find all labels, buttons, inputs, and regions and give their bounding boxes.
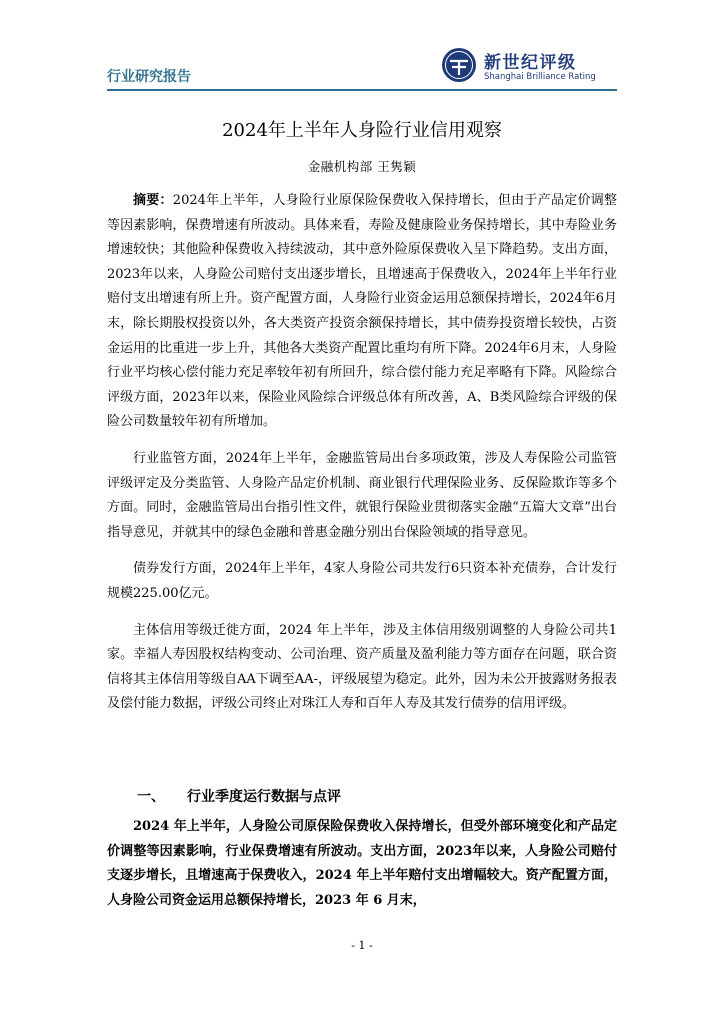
logo-icon — [441, 47, 477, 83]
header-label: 行业研究报告 — [107, 69, 191, 85]
section-paragraph: 2024 年上半年，人身险公司原保险保费收入保持增长，但受外部环境变化和产品定价调整等因素影响，行业保费增速有所波动。支出方面，2023年以来，人身险公司赔付支逐步增长，且增速高于保费收入，2024 年上半年赔付支出增幅较大。资产配置方面，人身险公司资金运用总额保持增长，2023 年 6 月末， — [107, 819, 617, 908]
section-title: 行业季度运行数据与点评 — [187, 789, 341, 805]
section-number: 一、 — [137, 789, 165, 805]
page-number: - 1 - — [351, 939, 373, 952]
section-body — [107, 815, 617, 913]
byline: 金融机构部 王隽颖 — [307, 159, 417, 174]
rating-migration-paragraph: 主体信用等级迁徙方面，2024 年上半年，涉及主体信用级别调整的人身险公司共1家。幸福人寿因股权结构变动、公司治理、资产质量及盈利能力等方面存在问题，联合资信将其主体信用等级自AA下调至AA-，评级展望为稳定。此外，因为未公开披露财务报表及偿付能力数据，评级公司终止对珠江人寿和百年人寿及其发行债券的信用评级。 — [107, 622, 617, 712]
logo-english-name: Shanghai Brilliance Rating — [484, 72, 596, 82]
report-body — [107, 189, 617, 717]
header-rule — [107, 89, 617, 91]
page-title: 2024年上半年人身险行业信用观察 — [222, 120, 502, 141]
abstract-text: 2024年上半年，人身险行业原保险保费收入保持增长，但由于产品定价调整等因素影响，保费增速有所波动。具体来看，寿险及健康险业务保持增长，其中寿险业务增速较快；其他险种保费收入持续波动，其中意外险原保费收入呈下降趋势。支出方面，2023年以来，人身险公司赔付支出逐步增长，且增速高于保费收入，2024年上半年行业赔付支出增速有所上升。资产配置方面，人身险行业资金运用总额保持增长，2024年6月末，除长期股权投资以外，各大类资产投资余额保持增长，其中债券投资增长较快，占资金运用的比重进一步上升，其他各大类资产配置比重均有所下降。2024年6月末，人身险行业平均核心偿付能力充足率较年初有所回升，综合偿付能力充足率略有下降。风险综合评级方面，2023年以来，保险业风险综合评级总体有所改善，A、B类风险综合评级的保险公司数量较年初有所增加。 — [107, 193, 617, 430]
bond-issuance-paragraph: 债券发行方面，2024年上半年，4家人身险公司共发行6只资本补充债券，合计发行规模225.00亿元。 — [107, 561, 617, 601]
abstract-label: 摘要： — [133, 193, 173, 208]
section-heading — [107, 786, 341, 806]
abstract-paragraph — [107, 189, 617, 435]
regulation-paragraph: 行业监管方面，2024年上半年，金融监管局出台多项政策，涉及人寿保险公司监管评级评定及分类监管、人身险产品定价机制、商业银行代理保险业务、反保险欺诈等多个方面。同时，金融监管局出台指引性文件，就银行保险业贯彻落实金融“五篇大文章”出台指导意见，并就其中的绿色金融和普惠金融分别出台保险领域的指导意见。 — [107, 450, 617, 540]
logo-chinese-name: 新世纪评级 — [484, 53, 577, 73]
